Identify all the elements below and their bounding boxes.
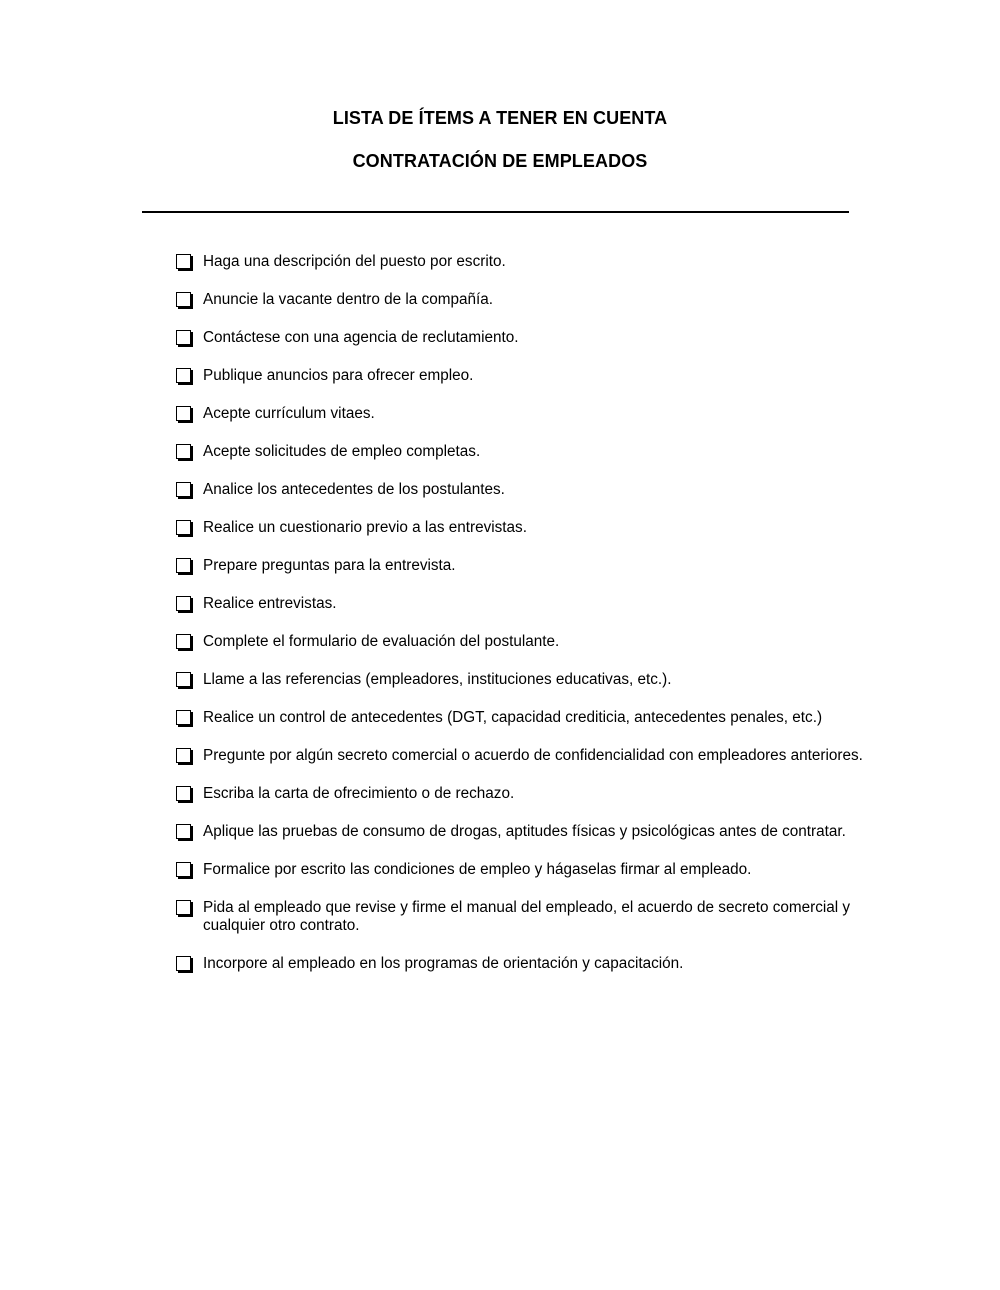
- checkbox-icon[interactable]: [176, 482, 191, 497]
- checklist-item[interactable]: [176, 557, 866, 575]
- horizontal-divider: [142, 211, 849, 213]
- checklist-item-label: Aplique las pruebas de consumo de drogas, aptitudes físicas y psicológicas antes de contratar.: [203, 823, 846, 840]
- checklist-item[interactable]: [176, 709, 866, 727]
- checklist-item-label: Realice un control de antecedentes (DGT, capacidad crediticia, antecedentes penales, etc.): [203, 709, 823, 726]
- checklist-item-label: Realice un cuestionario previo a las entrevistas.: [203, 519, 527, 536]
- checklist-item[interactable]: [176, 443, 866, 461]
- checklist-item-label: Complete el formulario de evaluación del postulante.: [203, 633, 560, 650]
- checklist-item-label: Prepare preguntas para la entrevista.: [203, 557, 456, 574]
- checklist-item-label: Acepte solicitudes de empleo completas.: [203, 443, 481, 460]
- checklist-item[interactable]: [176, 405, 866, 423]
- document-title: LISTA DE ÍTEMS A TENER EN CUENTA: [332, 108, 668, 128]
- checklist-item[interactable]: [176, 481, 866, 499]
- checkbox-icon[interactable]: [176, 672, 191, 687]
- checklist-item[interactable]: [176, 253, 866, 271]
- checklist-item-label: Incorpore al empleado en los programas de orientación y capacitación.: [203, 955, 684, 972]
- checkbox-icon[interactable]: [176, 444, 191, 459]
- checklist-item[interactable]: [176, 671, 866, 689]
- checkbox-icon[interactable]: [176, 406, 191, 421]
- checklist-item-label: Formalice por escrito las condiciones de empleo y hágaselas firmar al empleado.: [203, 861, 752, 878]
- checkbox-icon[interactable]: [176, 368, 191, 383]
- checkbox-icon[interactable]: [176, 558, 191, 573]
- checklist-item[interactable]: [176, 747, 866, 765]
- checklist-item[interactable]: [176, 595, 866, 613]
- checklist-item-label: Escriba la carta de ofrecimiento o de rechazo.: [203, 785, 515, 802]
- checklist-item[interactable]: [176, 785, 866, 803]
- checklist-item[interactable]: [176, 291, 866, 309]
- checklist-item-label: Contáctese con una agencia de reclutamiento.: [203, 329, 519, 346]
- checkbox-icon[interactable]: [176, 786, 191, 801]
- checkbox-icon[interactable]: [176, 710, 191, 725]
- checkbox-icon[interactable]: [176, 292, 191, 307]
- checklist-item-label: Pida al empleado que revise y firme el manual del empleado, el acuerdo de secreto comercial y cualquier otro contrato.: [203, 899, 851, 934]
- checklist-item[interactable]: [176, 633, 866, 651]
- checkbox-icon[interactable]: [176, 748, 191, 763]
- checkbox-icon[interactable]: [176, 900, 191, 915]
- checklist-item[interactable]: [176, 367, 866, 385]
- document-subtitle: CONTRATACIÓN DE EMPLEADOS: [352, 151, 648, 171]
- checkbox-icon[interactable]: [176, 634, 191, 649]
- checklist-item-label: Realice entrevistas.: [203, 595, 337, 612]
- checkbox-icon[interactable]: [176, 862, 191, 877]
- checklist-item[interactable]: [176, 861, 866, 879]
- checkbox-icon[interactable]: [176, 520, 191, 535]
- checkbox-icon[interactable]: [176, 956, 191, 971]
- checklist-item[interactable]: [176, 823, 866, 841]
- checklist-item-label: Pregunte por algún secreto comercial o acuerdo de confidencialidad con empleadores anteriores.: [203, 747, 863, 764]
- checklist-item-label: Analice los antecedentes de los postulantes.: [203, 481, 505, 498]
- checklist: [176, 253, 866, 993]
- checkbox-icon[interactable]: [176, 596, 191, 611]
- checklist-item[interactable]: [176, 899, 866, 935]
- checklist-item-label: Acepte currículum vitaes.: [203, 405, 375, 422]
- checklist-item[interactable]: [176, 329, 866, 347]
- checklist-item-label: Publique anuncios para ofrecer empleo.: [203, 367, 474, 384]
- checkbox-icon[interactable]: [176, 330, 191, 345]
- checklist-item-label: Llame a las referencias (empleadores, instituciones educativas, etc.).: [203, 671, 672, 688]
- checklist-item-label: Haga una descripción del puesto por escrito.: [203, 253, 506, 270]
- checkbox-icon[interactable]: [176, 824, 191, 839]
- checklist-item-label: Anuncie la vacante dentro de la compañía.: [203, 291, 493, 308]
- checklist-item[interactable]: [176, 519, 866, 537]
- checklist-item[interactable]: [176, 955, 866, 973]
- checkbox-icon[interactable]: [176, 254, 191, 269]
